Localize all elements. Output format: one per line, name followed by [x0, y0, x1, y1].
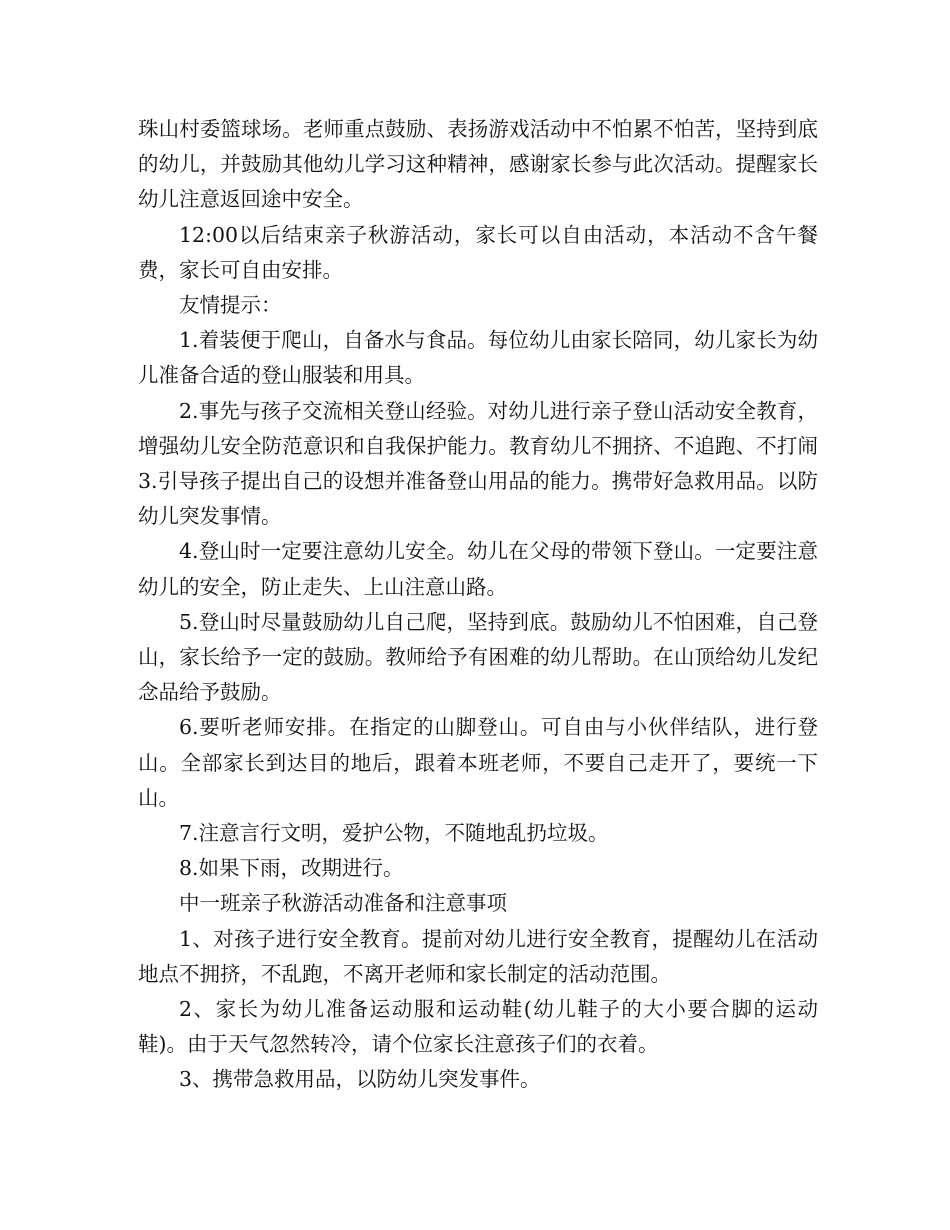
paragraph-end-time: 12:00以后结束亲子秋游活动，家长可以自由活动，本活动不含午餐费，家长可自由安排。	[138, 222, 818, 282]
paragraph-item-1: 1、对孩子进行安全教育。提前对幼儿进行安全教育，提醒幼儿在活动地点不拥挤，不乱跑，不离开老师和家长制定的活动范围。	[138, 926, 818, 986]
paragraph-tip-1: 1.着装便于爬山，自备水与食品。每位幼儿由家长陪同，幼儿家长为幼儿准备合适的登山服装和用具。	[138, 328, 818, 388]
paragraph-tip-2-3: 2.事先与孩子交流相关登山经验。对幼儿进行亲子登山活动安全教育，增强幼儿安全防范意识和自我保护能力。教育幼儿不拥挤、不追跑、不打闹3.引导孩子提出自己的设想并准备登山用品的能力。携带好急救用品。以防幼儿突发事情。	[138, 398, 818, 529]
paragraph-item-3: 3、携带急救用品，以防幼儿突发事件。	[179, 1067, 541, 1092]
paragraph-section-heading: 中一班亲子秋游活动准备和注意事项	[179, 891, 507, 916]
paragraph-continued-from-previous-page: 珠山村委篮球场。老师重点鼓励、表扬游戏活动中不怕累不怕苦，坚持到底的幼儿，并鼓励其他幼儿学习这种精神，感谢家长参与此次活动。提醒家长幼儿注意返回途中安全。	[138, 117, 818, 212]
paragraph-tips-heading: 友情提示：	[179, 293, 282, 318]
document-body	[138, 112, 818, 1098]
paragraph-item-2: 2、家长为幼儿准备运动服和运动鞋(幼儿鞋子的大小要合脚的运动鞋)。由于天气忽然转冷，请个位家长注意孩子们的衣着。	[138, 997, 818, 1057]
paragraph-tip-5: 5.登山时尽量鼓励幼儿自己爬，坚持到底。鼓励幼儿不怕困难，自己登山，家长给予一定的鼓励。教师给予有困难的幼儿帮助。在山顶给幼儿发纪念品给予鼓励。	[138, 609, 818, 705]
paragraph-tip-8: 8.如果下雨，改期进行。	[179, 856, 404, 881]
paragraph-tip-4: 4.登山时一定要注意幼儿安全。幼儿在父母的带领下登山。一定要注意幼儿的安全，防止走失、上山注意山路。	[138, 539, 818, 599]
paragraph-tip-7: 7.注意言行文明，爱护公物，不随地乱扔垃圾。	[179, 821, 609, 846]
paragraph-tip-6: 6.要听老师安排。在指定的山脚登山。可自由与小伙伴结队，进行登山。全部家长到达目的地后，跟着本班老师，不要自己走开了，要统一下山。	[138, 715, 818, 810]
